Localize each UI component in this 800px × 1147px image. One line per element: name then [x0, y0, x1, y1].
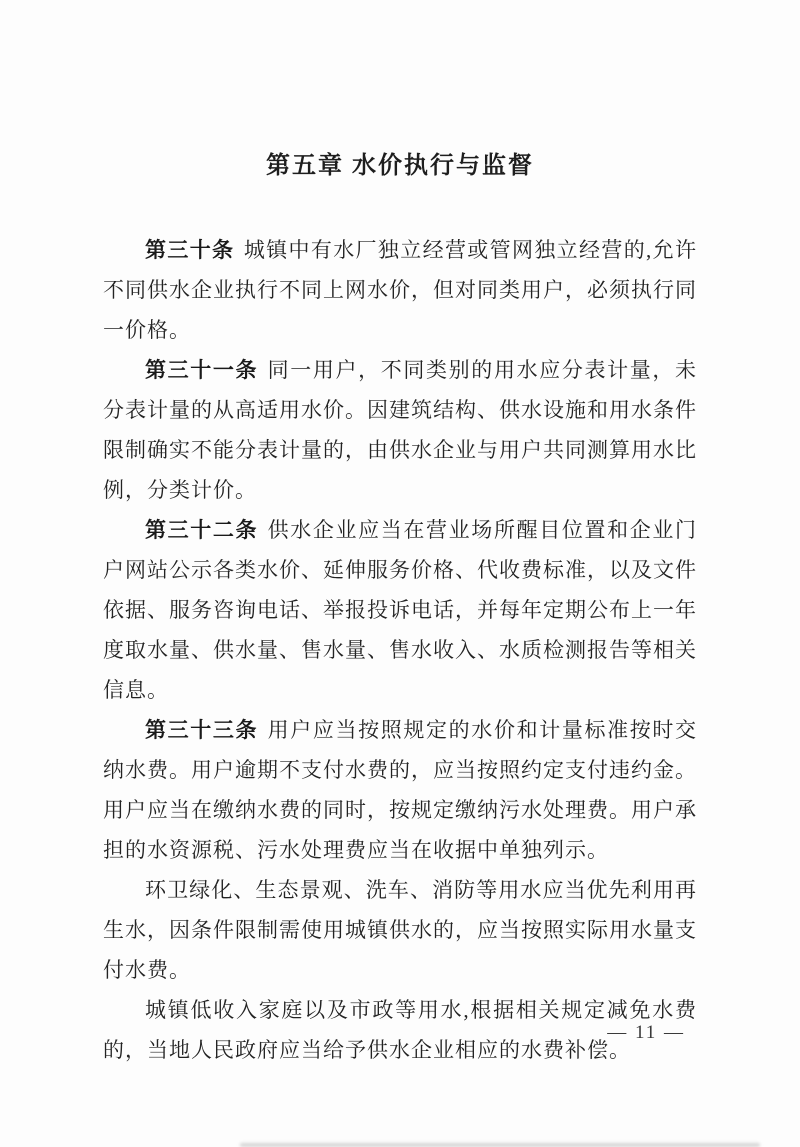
chapter-title: 第五章 水价执行与监督 [266, 153, 534, 179]
article-number: 第三十一条 [145, 358, 259, 382]
article-text: 供水企业应当在营业场所醒目位置和企业门户网站公示各类水价、延伸服务价格、代收费标准，以及文件依据、服务咨询电话、举报投诉电话，并每年定期公布上一年度取水量、供水量、售水量、售水收入、水质检测报告等相关信息。 [103, 518, 698, 702]
page-number: — 11 — [607, 1022, 685, 1043]
article-text: 城镇中有水厂独立经营或管网独立经营的,允许不同供水企业执行不同上网水价，但对同类用户，必须执行同一价格。 [103, 238, 698, 342]
article-paragraph-31 [103, 350, 697, 510]
article-number: 第三十条 [145, 238, 235, 262]
article-paragraph-33 [103, 710, 697, 870]
article-number: 第三十二条 [145, 518, 259, 542]
article-text: 用户应当按照规定的水价和计量标准按时交纳水费。用户逾期不支付水费的，应当按照约定支付违约金。用户应当在缴纳水费的同时，按规定缴纳污水处理费。用户承担的水资源税、污水处理费应当在收据中单独列示。 [103, 718, 698, 862]
body-paragraph-reclaimed-water [103, 870, 697, 990]
scan-artifact-bottom [240, 1143, 760, 1147]
article-text: 同一用户，不同类别的用水应分表计量，未分表计量的从高适用水价。因建筑结构、供水设施和用水条件限制确实不能分表计量的，由供水企业与用户共同测算用水比例，分类计价。 [103, 358, 698, 502]
article-number: 第三十三条 [145, 718, 259, 742]
article-text: 环卫绿化、生态景观、洗车、消防等用水应当优先利用再生水，因条件限制需使用城镇供水的，应当按照实际用水量支付水费。 [103, 878, 697, 982]
article-paragraph-30 [103, 230, 697, 350]
article-paragraph-32 [103, 510, 697, 710]
article-text: 城镇低收入家庭以及市政等用水,根据相关规定减免水费的，当地人民政府应当给予供水企业相应的水费补偿。 [103, 998, 697, 1062]
document-body [103, 230, 697, 1070]
